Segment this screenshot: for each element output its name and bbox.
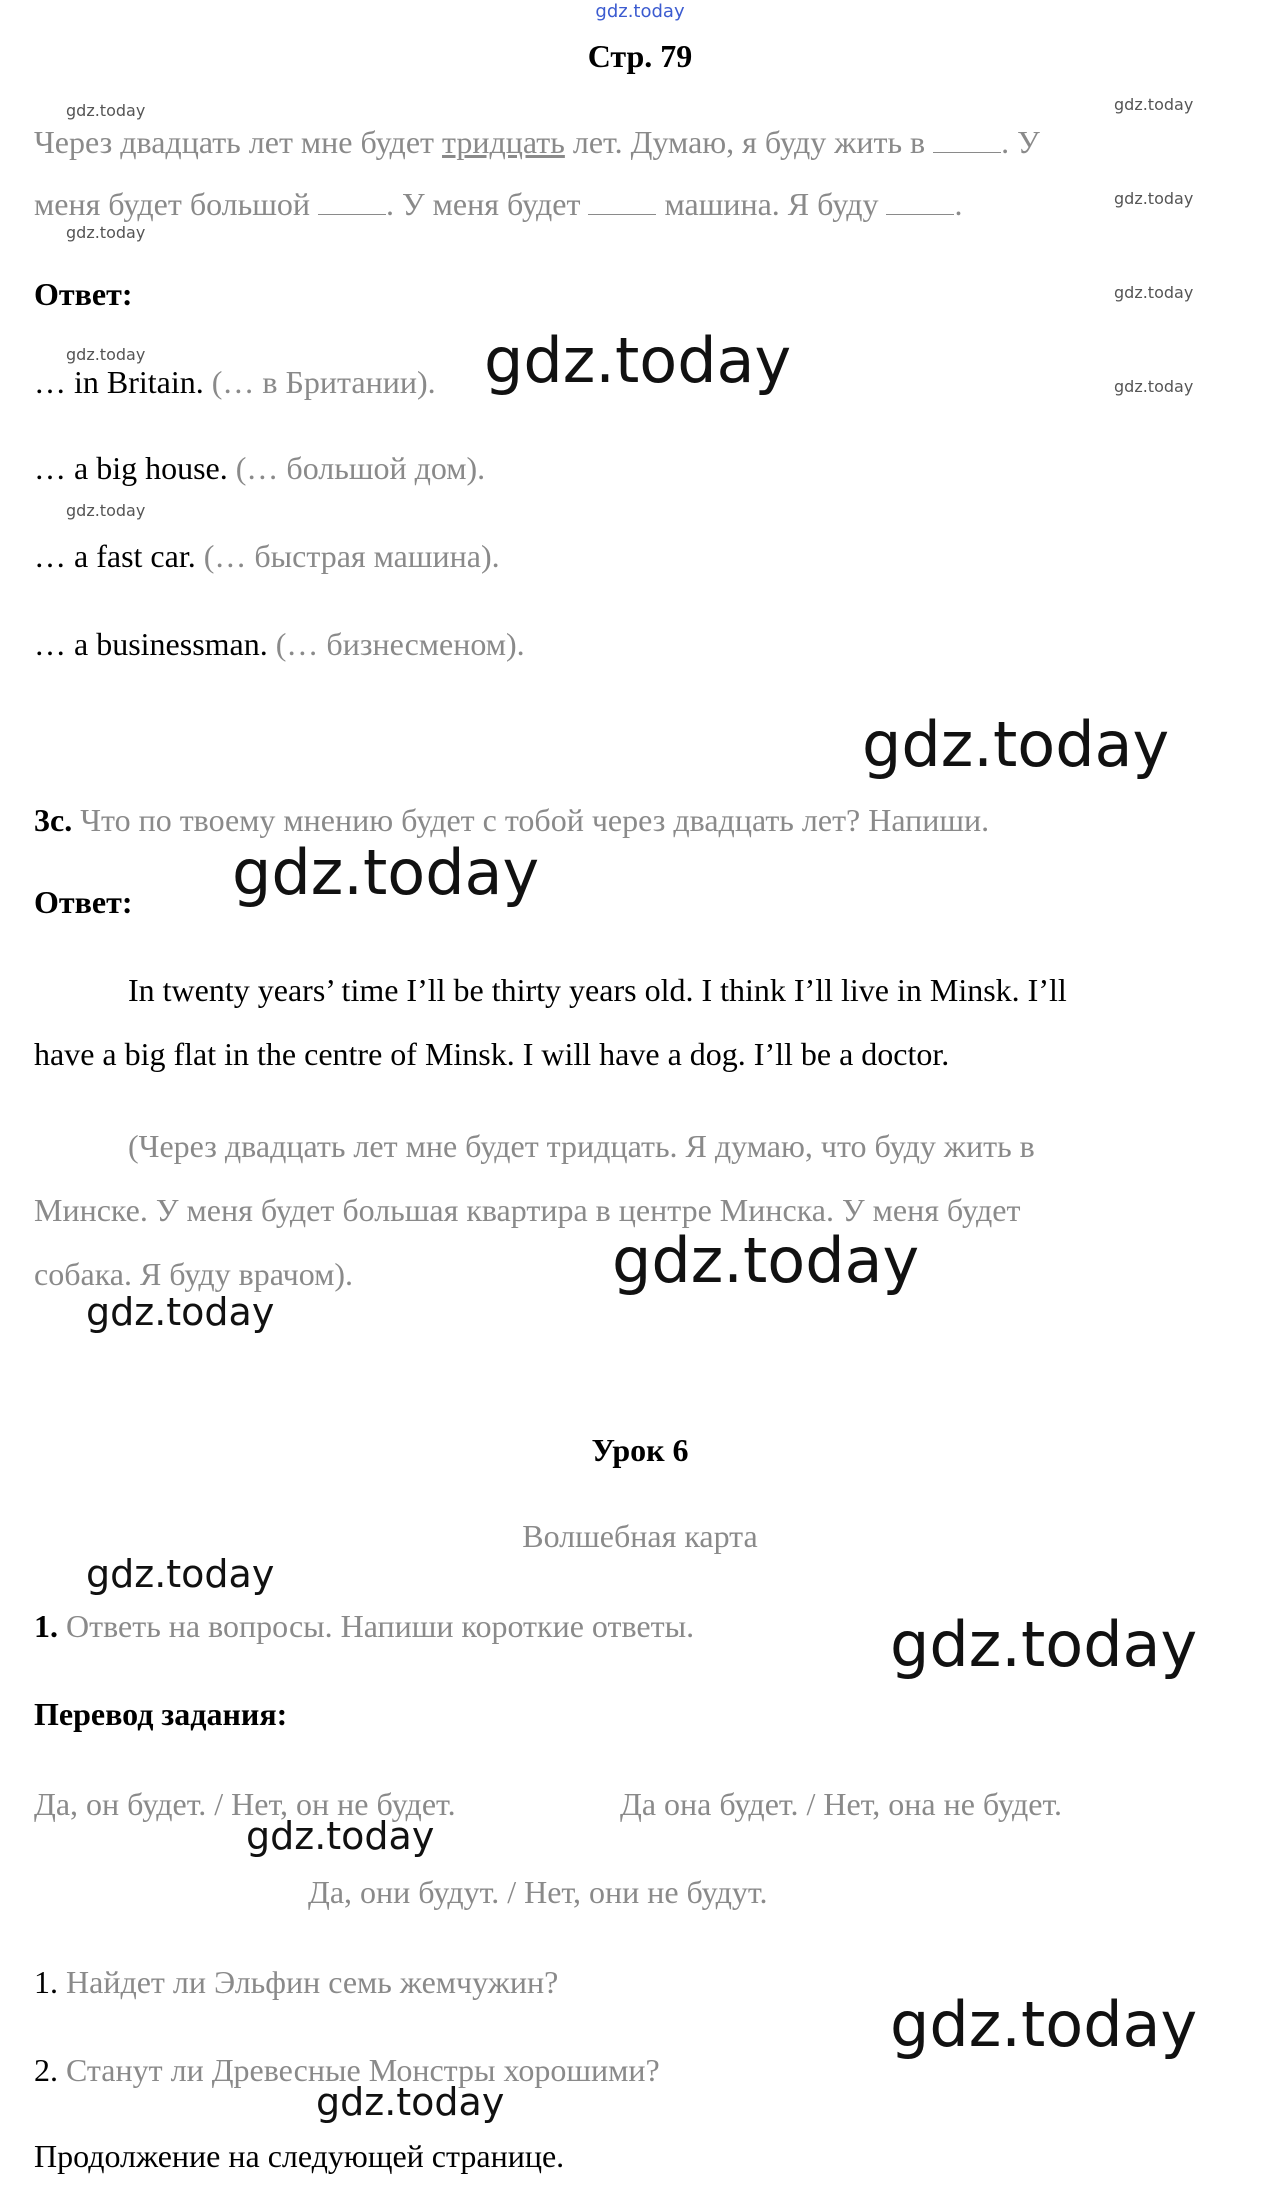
answer-en: … a businessman. <box>34 626 268 662</box>
short-answers-she: Да она будет. / Нет, она не будет. <box>620 1786 1063 1822</box>
watermark-small: gdz.today <box>66 223 146 242</box>
task-text-part: . У меня будет <box>386 186 589 222</box>
page-title: Стр. 79 <box>587 38 693 74</box>
short-answers-he: Да, он будет. / Нет, он не будет. <box>34 1786 456 1822</box>
watermark-large: gdz.today <box>232 836 540 909</box>
blank-line <box>933 126 1001 153</box>
watermark-small: gdz.today <box>66 101 146 120</box>
answer-paragraph-en: In twenty years’ time I’ll be thirty years old. I think I’ll live in Minsk. I’ll <box>128 972 1067 1008</box>
watermark-medium: gdz.today <box>86 1552 275 1596</box>
answer-ru: (… быстрая машина). <box>195 538 500 574</box>
watermark-large: gdz.today <box>484 324 792 397</box>
watermark-large: gdz.today <box>890 1608 1198 1681</box>
watermark-large: gdz.today <box>890 1988 1198 2061</box>
watermark-large: gdz.today <box>862 708 1170 781</box>
task-text-part: машина. Я буду <box>656 186 887 222</box>
watermark-small: gdz.today <box>1114 95 1194 114</box>
answer-en: … in Britain. <box>34 364 204 400</box>
watermark-top: gdz.today <box>595 1 685 22</box>
translation-label: Перевод задания: <box>34 1696 288 1732</box>
task-1-line <box>34 1606 694 1646</box>
task-text: Ответь на вопросы. Напиши короткие ответы. <box>58 1608 695 1644</box>
answer-en: … a fast car. <box>34 538 196 574</box>
task-3c-line <box>34 800 989 840</box>
lesson-title: Урок 6 <box>591 1432 689 1468</box>
watermark-small: gdz.today <box>1114 189 1194 208</box>
answer-paragraph-ru: собака. Я буду врачом). <box>34 1256 354 1292</box>
question-text: Станут ли Древесные Монстры хорошими? <box>58 2052 660 2088</box>
task-text-line <box>34 122 1040 162</box>
blank-line <box>318 188 386 215</box>
task-text-part: . <box>954 186 963 222</box>
blank-line <box>588 188 656 215</box>
watermark-small: gdz.today <box>1114 377 1194 396</box>
answer-paragraph-ru: Минске. У меня будет большая квартира в центре Минска. У меня будет <box>34 1192 1021 1228</box>
task-text-line <box>34 184 962 224</box>
question-text: Найдет ли Эльфин семь жемчужин? <box>58 1964 559 2000</box>
answer-ru: (… в Британии). <box>203 364 436 400</box>
answer-line <box>34 624 525 664</box>
blank-line <box>886 188 954 215</box>
watermark-small: gdz.today <box>66 501 146 520</box>
watermark-medium: gdz.today <box>86 1290 275 1334</box>
task-text-underlined: тридцать <box>442 124 565 160</box>
lesson-subtitle: Волшебная карта <box>522 1518 758 1554</box>
task-text-part: Через двадцать лет мне будет <box>34 124 443 160</box>
watermark-small: gdz.today <box>1114 283 1194 302</box>
watermark-small: gdz.today <box>66 345 146 364</box>
question-number: 2. <box>34 2052 58 2088</box>
question-number: 1. <box>34 1964 58 2000</box>
answer-paragraph-ru: (Через двадцать лет мне будет тридцать. Я думаю, что буду жить в <box>128 1128 1035 1164</box>
task-text-part: меня будет большой <box>34 186 318 222</box>
task-number: 1. <box>34 1608 58 1644</box>
watermark-large: gdz.today <box>612 1224 920 1297</box>
watermark-medium: gdz.today <box>246 1814 435 1858</box>
task-text: Что по твоему мнению будет с тобой через двадцать лет? Напиши. <box>72 802 990 838</box>
answer-line <box>34 362 436 402</box>
answer-line <box>34 536 500 576</box>
answer-ru: (… большой дом). <box>227 450 486 486</box>
answer-label: Ответ: <box>34 276 133 312</box>
answer-label: Ответ: <box>34 884 133 920</box>
answer-ru: (… бизнесменом). <box>267 626 525 662</box>
answer-paragraph-en: have a big flat in the centre of Minsk. I will have a dog. I’ll be a doctor. <box>34 1036 950 1072</box>
task-text-part: лет. Думаю, я буду жить в <box>564 124 934 160</box>
question-line <box>34 1962 558 2002</box>
watermark-medium: gdz.today <box>316 2080 505 2124</box>
continuation-note: Продолжение на следующей странице. <box>34 2138 565 2174</box>
answer-en: … a big house. <box>34 450 228 486</box>
task-number: 3c. <box>34 802 73 838</box>
answer-line <box>34 448 485 488</box>
task-text-part: . У <box>1001 124 1040 160</box>
short-answers-they: Да, они будут. / Нет, они не будут. <box>308 1874 768 1910</box>
